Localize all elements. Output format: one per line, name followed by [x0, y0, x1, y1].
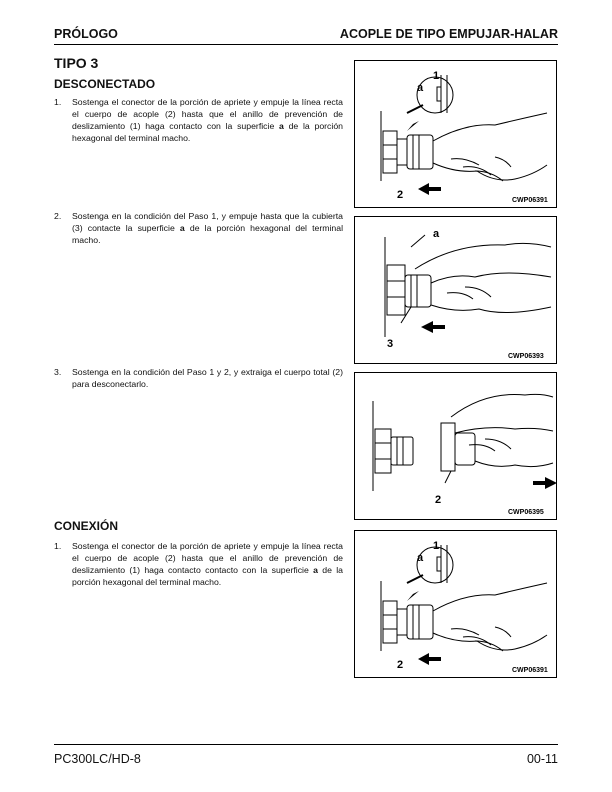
figure-code: CWP06395 [508, 509, 544, 516]
figure-code: CWP06393 [508, 353, 544, 360]
pull-arrow-icon [533, 477, 556, 489]
coupler-push-illustration [355, 61, 556, 207]
label-2: 2 [435, 494, 442, 506]
pull-apart-illustration [355, 373, 556, 519]
figure-4 [354, 530, 557, 678]
label-a: a [417, 552, 424, 564]
footer-left: PC300LC/HD-8 [54, 752, 141, 766]
label-1: 1 [433, 70, 440, 82]
header-right: ACOPLE DE TIPO EMPUJAR-HALAR [339, 27, 558, 41]
figure-2 [354, 216, 557, 364]
figure-code: CWP06391 [512, 197, 548, 204]
coupler-connect-illustration [355, 531, 556, 677]
disconnect-step-2: 2. Sostenga en la condición del Paso 1, y empuje hasta que la cubierta (3) contacte la superficie a de la porción hexagonal del terminal macho. [54, 211, 343, 246]
push-arrow-icon [418, 183, 441, 195]
header-rule [54, 44, 558, 45]
connect-step-1: 1. Sostenga el conector de la porción de apriete y empuje la línea recta el cuerpo de acople (2) hasta que el anillo de prevención de deslizamiento (1) haga contacto contacto con la superficie a de la porción hexagonal del terminal macho. [54, 541, 343, 588]
section-title: TIPO 3 [54, 55, 99, 71]
label-3: 3 [387, 338, 394, 350]
figure-3 [354, 372, 557, 520]
figure-code: CWP06391 [512, 667, 548, 674]
label-2: 2 [397, 659, 404, 671]
pointer-arrow-icon [407, 591, 419, 601]
label-2: 2 [397, 189, 404, 201]
label-a: a [433, 228, 440, 240]
disconnect-step-3: 3. Sostenga en la condición del Paso 1 y 2, y extraiga el cuerpo total (2) para desconectarlo. [54, 367, 343, 390]
disconnect-title: DESCONECTADO [54, 77, 156, 91]
footer-right: 00-11 [526, 752, 558, 766]
figure-1 [354, 60, 557, 208]
pointer-arrow-icon [407, 121, 419, 131]
footer-rule [54, 744, 558, 745]
label-a: a [417, 82, 424, 94]
step-number: 1. [54, 541, 62, 551]
step-number: 1. [54, 97, 62, 107]
step-number: 2. [54, 211, 62, 221]
push-arrow-icon [421, 321, 445, 333]
connect-title: CONEXIÓN [54, 519, 119, 533]
header-left: PRÓLOGO [54, 27, 118, 41]
disconnect-step-1: 1. Sostenga el conector de la porción de apriete y empuje la línea recta el cuerpo de acople (2) hasta que el anillo de prevención de deslizamiento (1) haga contacto con la superficie a de la porción hexagonal del terminal macho. [54, 97, 343, 144]
cover-push-illustration [355, 217, 556, 363]
push-arrow-icon [418, 653, 441, 665]
step-number: 3. [54, 367, 62, 377]
label-1: 1 [433, 540, 440, 552]
